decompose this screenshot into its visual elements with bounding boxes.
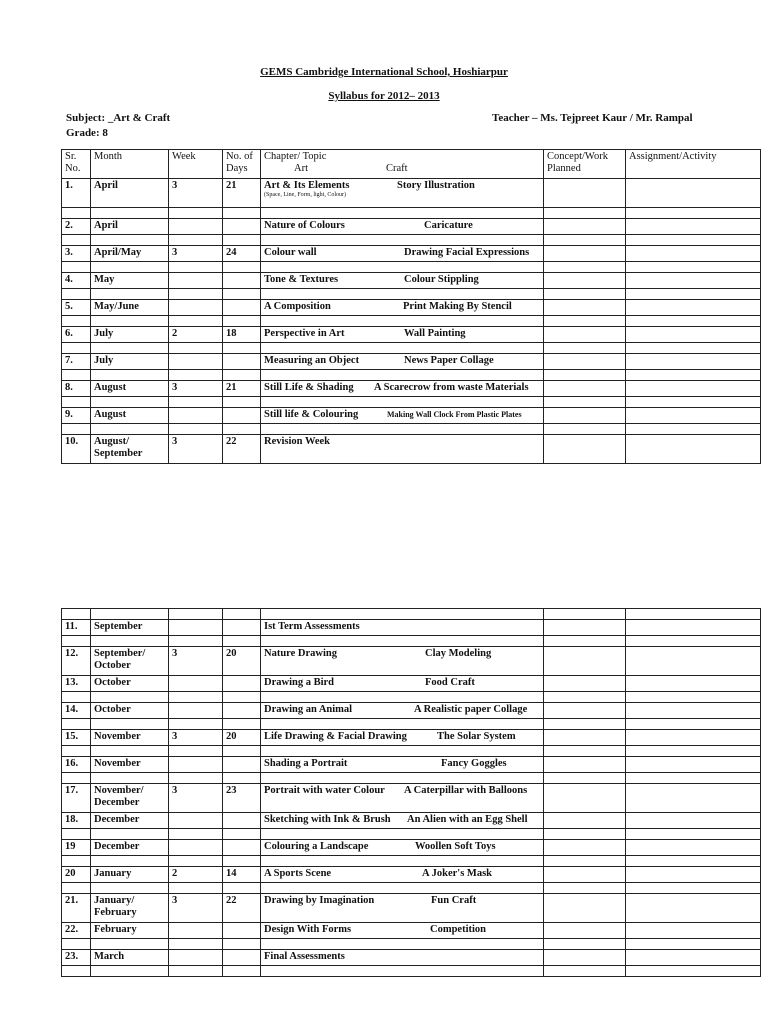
week-cell: 3 [169,435,223,464]
week-cell [169,703,223,719]
header-topic-label: Chapter/ Topic [264,151,327,162]
days-cell [223,923,261,939]
week-cell: 3 [169,647,223,676]
concept-cell [544,676,626,692]
topic-line [264,924,540,936]
sr-no-cell: 11. [62,620,91,636]
concept-cell [544,813,626,829]
assignment-cell [626,354,761,370]
table-spacer-row [62,939,761,950]
table-spacer-row [62,289,761,300]
header-assignment: Assignment/Activity [626,150,761,179]
table-spacer-row [62,397,761,408]
week-cell [169,840,223,856]
topic-cell [261,620,544,636]
month-cell: August/ September [91,435,169,464]
month-cell: April [91,219,169,235]
topic-cell [261,219,544,235]
table-row [62,219,761,235]
art-topic: Portrait with water Colour [264,785,385,796]
art-topic: Still life & Colouring [264,409,359,420]
table-row [62,840,761,856]
topic-cell [261,894,544,923]
topic-cell [261,327,544,343]
table-row [62,408,761,424]
sr-no-cell: 5. [62,300,91,316]
table-row [62,246,761,262]
header-topic [261,150,544,179]
table-spacer-row [62,343,761,354]
topic-line [264,868,540,880]
table-spacer-row [62,316,761,327]
subject-line: Subject: _Art & Craft [66,112,171,124]
topic-cell [261,273,544,289]
days-cell: 20 [223,647,261,676]
syllabus-table-term2 [61,608,761,977]
topic-line [264,180,540,192]
topic-cell [261,784,544,813]
concept-cell [544,923,626,939]
sr-no-cell: 6. [62,327,91,343]
assignment-cell [626,676,761,692]
concept-cell [544,219,626,235]
header-month: Month [91,150,169,179]
month-cell: August [91,408,169,424]
topic-cell [261,408,544,424]
craft-topic: Colour Stippling [404,274,479,285]
craft-topic: Competition [430,924,486,935]
week-cell: 2 [169,327,223,343]
art-topic: Colour wall [264,247,317,258]
art-topic: Sketching with Ink & Brush [264,814,391,825]
sr-no-cell: 8. [62,381,91,397]
assignment-cell [626,703,761,719]
table-row [62,894,761,923]
topic-line [264,785,540,797]
table-row [62,867,761,883]
craft-topic: News Paper Collage [404,355,494,366]
sr-no-cell: 12. [62,647,91,676]
week-cell: 2 [169,867,223,883]
topic-line [264,951,540,963]
topic-line [264,409,540,421]
craft-topic: Wall Painting [404,328,466,339]
week-cell [169,408,223,424]
concept-cell [544,840,626,856]
art-topic: Nature of Colours [264,220,345,231]
days-cell [223,354,261,370]
concept-cell [544,354,626,370]
table-spacer-row [62,856,761,867]
table-spacer-row [62,883,761,894]
topic-line [264,895,540,907]
days-cell [223,273,261,289]
month-cell: March [91,950,169,966]
week-cell: 3 [169,246,223,262]
art-topic: Shading a Portrait [264,758,348,769]
table-row [62,647,761,676]
assignment-cell [626,381,761,397]
art-topic: Nature Drawing [264,648,338,659]
days-cell: 21 [223,381,261,397]
concept-cell [544,894,626,923]
topic-cell [261,435,544,464]
sr-no-cell: 19 [62,840,91,856]
topic-line [264,704,540,716]
days-cell: 14 [223,867,261,883]
art-topic: Drawing a Bird [264,677,335,688]
days-cell: 24 [223,246,261,262]
assignment-cell [626,784,761,813]
table-spacer-row [62,773,761,784]
days-cell [223,703,261,719]
concept-cell [544,381,626,397]
craft-topic: Making Wall Clock From Plastic Plates [387,410,522,419]
art-topic: Life Drawing & Facial Drawing [264,731,407,742]
concept-cell [544,300,626,316]
table-row [62,435,761,464]
topic-line [264,382,540,394]
table-spacer-row [62,692,761,703]
craft-topic: Drawing Facial Expressions [404,247,530,258]
craft-topic: Fancy Goggles [441,758,507,769]
table-row [62,327,761,343]
sr-no-cell: 3. [62,246,91,262]
sr-no-cell: 4. [62,273,91,289]
topic-line [264,220,540,232]
topic-cell [261,246,544,262]
days-cell [223,408,261,424]
table-spacer-row [62,262,761,273]
month-cell: August [91,381,169,397]
concept-cell [544,327,626,343]
table-row [62,179,761,208]
month-cell: November [91,730,169,746]
table-row [62,381,761,397]
table-spacer-row [62,424,761,435]
week-cell: 3 [169,179,223,208]
concept-cell [544,867,626,883]
topic-line [264,301,540,313]
craft-topic: Story Illustration [397,180,475,191]
sr-no-cell: 1. [62,179,91,208]
school-title: GEMS Cambridge International School, Hoshiarpur [260,66,508,78]
month-cell: December [91,813,169,829]
topic-cell [261,813,544,829]
concept-cell [544,950,626,966]
concept-cell [544,435,626,464]
concept-cell [544,784,626,813]
assignment-cell [626,813,761,829]
art-topic: Art & Its Elements [264,180,350,191]
month-cell: May [91,273,169,289]
table-spacer-row [62,966,761,977]
days-cell [223,219,261,235]
table-spacer-row [62,235,761,246]
month-cell: December [91,840,169,856]
topic-line [264,758,540,770]
art-topic: A Sports Scene [264,868,332,879]
month-cell: January [91,867,169,883]
assignment-cell [626,867,761,883]
craft-topic: A Realistic paper Collage [414,704,528,715]
grade-line: Grade: 8 [66,127,108,139]
assignment-cell [626,179,761,208]
table-row [62,703,761,719]
sr-no-cell: 10. [62,435,91,464]
table-row [62,676,761,692]
concept-cell [544,647,626,676]
days-cell [223,840,261,856]
month-cell: July [91,327,169,343]
assignment-cell [626,923,761,939]
art-topic-note: (Space, Line, Form, light, Colour) [264,192,346,198]
topic-cell [261,647,544,676]
table-row [62,354,761,370]
week-cell [169,923,223,939]
month-cell: November/ December [91,784,169,813]
week-cell [169,620,223,636]
header-concept: Concept/Work Planned [544,150,626,179]
art-topic: A Composition [264,301,331,312]
craft-topic: The Solar System [437,731,516,742]
week-cell: 3 [169,381,223,397]
table-spacer-row [62,370,761,381]
table-row [62,620,761,636]
craft-topic: An Alien with an Egg Shell [407,814,528,825]
days-cell: 23 [223,784,261,813]
header-days: No. of Days [223,150,261,179]
art-topic: Measuring an Object [264,355,360,366]
month-cell: September/ October [91,647,169,676]
topic-line [264,731,540,743]
sr-no-cell: 2. [62,219,91,235]
topic-cell [261,840,544,856]
table-spacer-row [62,719,761,730]
days-cell [223,620,261,636]
topic-line [264,677,540,689]
header-week: Week [169,150,223,179]
topic-cell [261,381,544,397]
assignment-cell [626,246,761,262]
assignment-cell [626,435,761,464]
sr-no-cell: 17. [62,784,91,813]
sr-no-cell: 18. [62,813,91,829]
concept-cell [544,620,626,636]
art-topic: Perspective in Art [264,328,345,339]
table-spacer-row [62,746,761,757]
concept-cell [544,703,626,719]
teacher-line: Teacher – Ms. Tejpreet Kaur / Mr. Rampal [492,112,693,124]
days-cell [223,757,261,773]
topic-line [264,648,540,660]
craft-topic: Caricature [424,220,473,231]
month-cell: November [91,757,169,773]
topic-line [264,814,540,826]
assignment-cell [626,408,761,424]
month-cell: October [91,703,169,719]
art-topic: Final Assessments [264,951,345,962]
syllabus-table-term1 [61,149,761,464]
assignment-cell [626,757,761,773]
craft-topic: Print Making By Stencil [403,301,512,312]
topic-cell [261,923,544,939]
art-topic: Still Life & Shading [264,382,354,393]
month-cell: May/June [91,300,169,316]
topic-cell [261,950,544,966]
assignment-cell [626,300,761,316]
craft-topic: A Caterpillar with Balloons [404,785,528,796]
days-cell: 22 [223,435,261,464]
topic-cell [261,300,544,316]
topic-line [264,436,540,448]
sr-no-cell: 16. [62,757,91,773]
week-cell [169,219,223,235]
topic-cell [261,354,544,370]
assignment-cell [626,730,761,746]
week-cell: 3 [169,784,223,813]
days-cell: 20 [223,730,261,746]
topic-cell [261,757,544,773]
art-topic: Revision Week [264,436,331,447]
month-cell: April [91,179,169,208]
table-spacer-row [62,609,761,620]
sr-no-cell: 21. [62,894,91,923]
month-cell: October [91,676,169,692]
concept-cell [544,730,626,746]
days-cell [223,813,261,829]
sr-no-cell: 15. [62,730,91,746]
table-row [62,813,761,829]
sr-no-cell: 7. [62,354,91,370]
week-cell [169,300,223,316]
sr-no-cell: 23. [62,950,91,966]
craft-topic: Woollen Soft Toys [415,841,496,852]
table-row [62,757,761,773]
assignment-cell [626,620,761,636]
days-cell: 22 [223,894,261,923]
topic-cell [261,703,544,719]
table-row [62,784,761,813]
assignment-cell [626,327,761,343]
month-cell: February [91,923,169,939]
assignment-cell [626,219,761,235]
art-topic: Ist Term Assessments [264,621,360,632]
month-cell: January/ February [91,894,169,923]
week-cell [169,676,223,692]
week-cell [169,354,223,370]
topic-line [264,841,540,853]
concept-cell [544,408,626,424]
art-topic: Colouring a Landscape [264,841,369,852]
days-cell [223,300,261,316]
topic-cell [261,179,544,208]
topic-cell [261,867,544,883]
topic-line [264,355,540,367]
month-cell: July [91,354,169,370]
week-cell [169,950,223,966]
topic-cell [261,676,544,692]
assignment-cell [626,894,761,923]
week-cell [169,273,223,289]
table-row [62,730,761,746]
month-cell: April/May [91,246,169,262]
topic-cell [261,730,544,746]
topic-line [264,328,540,340]
days-cell [223,676,261,692]
art-topic: Drawing an Animal [264,704,353,715]
month-cell: September [91,620,169,636]
assignment-cell [626,273,761,289]
craft-topic: Fun Craft [431,895,477,906]
table-header-row [62,150,761,179]
days-cell: 18 [223,327,261,343]
craft-topic: Clay Modeling [425,648,492,659]
table-row [62,923,761,939]
header-sr-no: Sr. No. [62,150,91,179]
topic-line [264,621,540,633]
sr-no-cell: 13. [62,676,91,692]
concept-cell [544,273,626,289]
assignment-cell [626,840,761,856]
table-row [62,273,761,289]
week-cell [169,757,223,773]
table-spacer-row [62,208,761,219]
week-cell [169,813,223,829]
header-craft-label: Craft [386,163,408,174]
week-cell: 3 [169,730,223,746]
concept-cell [544,757,626,773]
topic-line [264,274,540,286]
sr-no-cell: 9. [62,408,91,424]
concept-cell [544,179,626,208]
topic-line [264,247,540,259]
art-topic: Drawing by Imagination [264,895,375,906]
craft-topic: A Joker's Mask [422,868,493,879]
assignment-cell [626,950,761,966]
craft-topic: Food Craft [425,677,475,688]
table-row [62,300,761,316]
art-topic: Tone & Textures [264,274,339,285]
header-art-label: Art [294,163,308,174]
days-cell [223,950,261,966]
craft-topic: A Scarecrow from waste Materials [374,382,529,393]
table-row [62,950,761,966]
table-spacer-row [62,829,761,840]
sr-no-cell: 22. [62,923,91,939]
week-cell: 3 [169,894,223,923]
table-spacer-row [62,636,761,647]
syllabus-title: Syllabus for 2012– 2013 [328,90,440,102]
assignment-cell [626,647,761,676]
sr-no-cell: 14. [62,703,91,719]
concept-cell [544,246,626,262]
days-cell: 21 [223,179,261,208]
art-topic: Design With Forms [264,924,352,935]
sr-no-cell: 20 [62,867,91,883]
